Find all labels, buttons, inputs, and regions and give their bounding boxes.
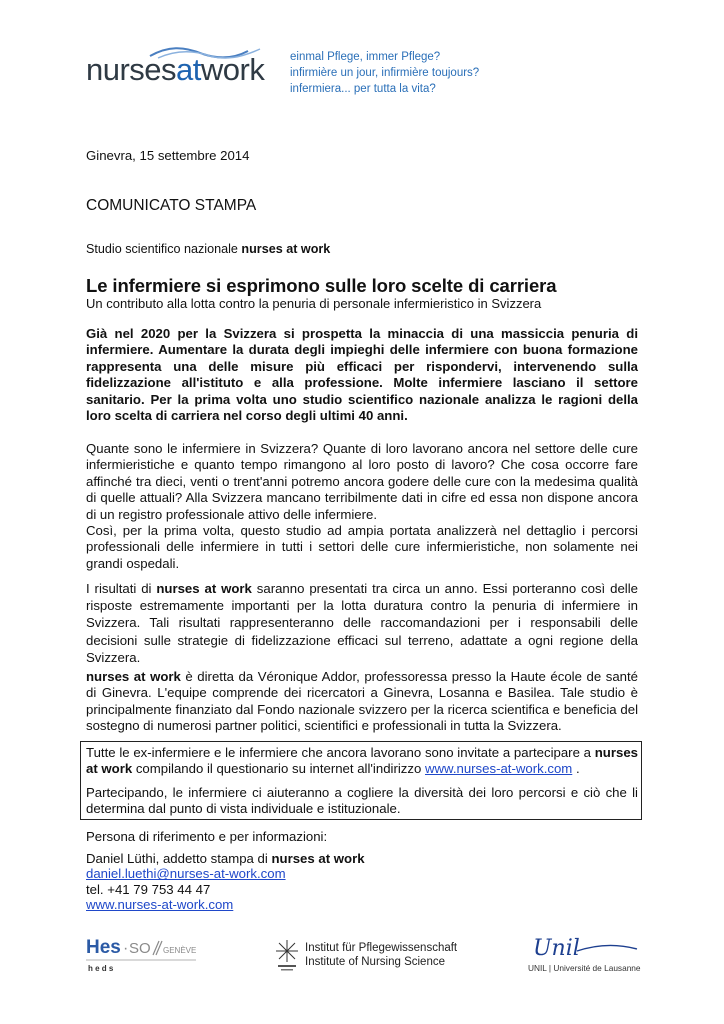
hes-so-logo-icon [86, 935, 198, 975]
contact-email-link[interactable]: daniel.luethi@nurses-at-work.com [86, 866, 286, 882]
paragraph-3: I risultati di nurses at work saranno presentati tra circa un anno. Essi porteranno così delle risposte estremamente importanti per la lotta duratura contro la penuria di infermiere in Svizzera. Tali risultati rappresenteranno delle raccomandazioni per i responsabili delle decisioni sulle strategie di fidelizzazione efficaci sul terreno, adattate a ogni regione della Svizzera. [86, 581, 638, 665]
contact-details [86, 851, 365, 913]
unil-script-text: Unil [533, 936, 580, 961]
tagline-fr: infirmière un jour, infirmière toujours? [290, 67, 480, 79]
institute-name [305, 941, 457, 969]
hes-brand-text: Hes [86, 937, 121, 958]
unil-caption: UNIL | Université de Lausanne [528, 963, 641, 973]
lead-paragraph: Già nel 2020 per la Svizzera si prospetta la minaccia di una massiccia penuria di infermiere. Aumentare la durata degli impieghi delle infermiere con buona formazione rappresenta una delle misure più efficaci per rispondervi, intervenendo sulla fidelizzazione all'istituto e alla professione. Molte infermiere lasciano il settore sanitario. Per la prima volta uno studio scientifico nazionale analizza le ragioni della loro scelta di carriera nel corso degli ultimi 40 anni. [86, 326, 638, 424]
hes-dot-text: · [123, 940, 129, 957]
hes-so-text: SO [129, 940, 151, 957]
unil-script-icon [525, 933, 643, 961]
logo-wordmark: nursesatwork [86, 52, 265, 87]
institute-name-en: Institute of Nursing Science [305, 956, 445, 968]
box-paragraph-1: Tutte le ex-infermiere e le infermiere che ancora lavorano sono invitate a partecipare a nurses at work compilando il questionario su internet all'indirizzo www.nurses-at-work.com . [86, 745, 638, 777]
date-line: Ginevra, 15 settembre 2014 [86, 148, 250, 163]
contact-title: Persona di riferimento e per informazioni: [86, 829, 328, 844]
geneve-text: GENÈVE [163, 946, 197, 955]
tagline [290, 49, 479, 97]
institute-name-de: Institut für Pflegewissenschaft [305, 942, 458, 954]
university-seal-icon [275, 938, 299, 972]
contact-website-link[interactable]: www.nurses-at-work.com [86, 897, 234, 913]
heds-text: h e d s [88, 964, 114, 973]
website-link[interactable]: www.nurses-at-work.com [424, 761, 573, 777]
contact-name: Daniel Lüthi, addetto stampa di nurses at work [86, 851, 365, 866]
paragraph-2: Così, per la prima volta, questo studio ad ampia portata analizzerà nel dettaglio i percorsi professionali delle infermiere in tutti i settori delle cure infermieristiche, non solamente nei grandi ospedali. [86, 523, 638, 571]
unil-logo [525, 933, 643, 977]
contact-phone: tel. +41 79 753 44 47 [86, 881, 211, 897]
institute-of-nursing-science-logo [275, 938, 475, 972]
tagline-de: einmal Pflege, immer Pflege? [290, 51, 441, 63]
study-line: Studio scientifico nazionale nurses at work [86, 242, 331, 256]
tagline-it: infermiera... per tutta la vita? [290, 83, 436, 95]
subheadline: Un contributo alla lotta contro la penuria di personale infermieristico in Svizzera [86, 296, 542, 311]
paragraph-4: nurses at work è diretta da Véronique Addor, professoressa presso la Haute école de santé di Ginevra. L'equipe comprende dei ricercatori a Ginevra, Losanna e Basilea. Tale studio è principalmente finanziato dal Fondo nazionale svizzero per la ricerca scientifica e beneficia del sostegno di numerosi partner politici, scientifici e professionali in tutta la Svizzera. [86, 669, 638, 734]
press-release-label: COMUNICATO STAMPA [86, 197, 257, 214]
nurses-at-work-logo [86, 44, 282, 98]
paragraph-1: Quante sono le infermiere in Svizzera? Quante di loro lavorano ancora nel settore delle cure infermieristiche e quanto tempo rimangono al loro posto di lavoro? Che cosa occorre fare affinché tra dieci, venti o trent'anni potremo ancora godere delle cure con la medesima qualità di quelle attuali? Alla Svizzera mancano terribilmente dati in cifre ed essa non dispone ancora di un registro professionale attivo delle infermiere. [86, 441, 638, 522]
hes-so-geneve-logo [86, 935, 198, 975]
headline: Le infermiere si esprimono sulle loro scelte di carriera [86, 275, 557, 296]
box-paragraph-2: Partecipando, le infermiere ci aiuteranno a cogliere la diversità dei loro percorsi e ciò che li determina dal punto di vista individuale e istituzionale. [86, 785, 638, 817]
